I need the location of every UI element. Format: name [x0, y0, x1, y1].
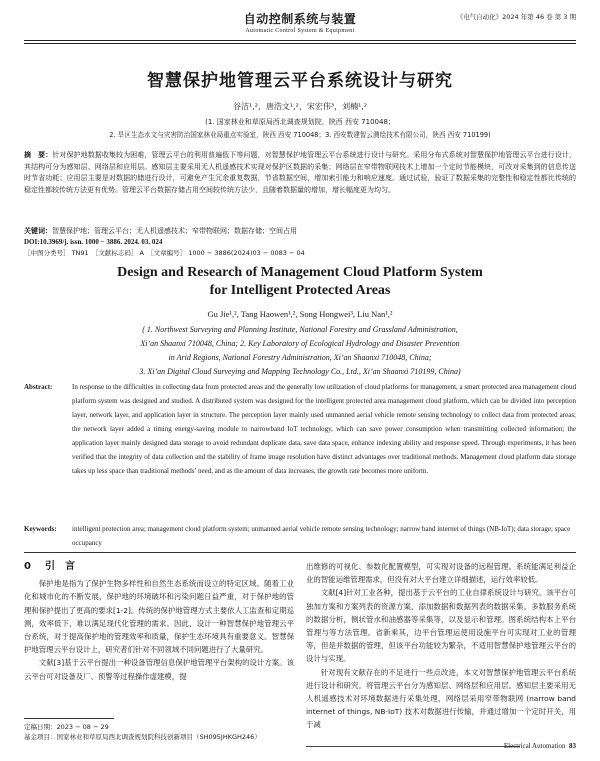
keywords-en-text: intelligent protection area; management cloud platform system; unmanned aerial vehicle remote sensing technology; narrow band internet of things (NB-IoT); data storage; space occupancy — [72, 525, 571, 547]
abstract-en — [24, 380, 576, 475]
keywords-cn-text: 智慧保护地；管理云平台；无人机遥感技术；窄带物联网；数据存储；空间占用 — [52, 227, 297, 235]
body-paragraph: 文献[3]基于云平台提出一种设备管理信息保护地管理平台架构的设计方案。该云平台可对设备及厂、预警等过程操作虚建模，提 — [24, 658, 294, 681]
journal-section-title-en: Automatic Control System & Equipment — [245, 28, 355, 34]
affiliation-cn-2: 2. 旱区生态水文与灾害防治国家林业局重点实验室，陕西 西安 710048；3. 西安数建智云测绘技术有限公司，陕西 西安 710199) — [109, 131, 491, 139]
footer-journal: Electrical Automation — [503, 742, 566, 750]
footnote-rule — [24, 718, 114, 719]
body-paragraph: 针对现有文献存在的不足进行一些点改进，本文对智慧保护地管理云平台系统进行设计和研究。将管理云平台分为感知层、网络层和应用层。感知层主要采用无人机遥感技术对环境数据进行采集处理，网络层采用窄带物联网 (narrow band internet of things, NB-IoT) 技术对数据进行传输，并通过增加一个定时开关，用于减 — [306, 667, 576, 730]
abstract-cn-text: 针对保护地数据收集较为困难，管理云平台的利用普遍低下等问题，对智慧保护地管理云平台系统进行设计与研究。采用分布式系统对智慧保护地管理云平台进行设计，其结构可分为感知层、网络层和应用层。感知层主要采用无人机遥感技术实现对保护区数据的采集；网络层在窄带物联网技术上增加一个定时节能模块，可改对采集到的信息传送时节省功耗；应用层主要是对数据的储进行设计，可避免产生冗余重复数据，节省数据空间，增加索引能力和响应速度。通过试验，验证了数据采集的完整性和稳定性都比传统的稳定性都较传统方法更有优势。管理云平台数据存储占用空间较传统方法少，且随着数据量的增加，增长幅度更为均匀。 — [24, 151, 576, 194]
affiliation-en-4: 3. Xi’an Digital Cloud Surveying and Mapping Technology Co., Ltd., Xi’an Shaanxi 710199, China) — [139, 367, 461, 376]
section-title: 引 言 — [44, 561, 75, 572]
affiliation-en-1: ( 1. Northwest Surveying and Planning Institute, National Forestry and Grassland Administration, — [142, 325, 458, 334]
abstract-en-label: Abstract: — [24, 383, 53, 391]
abstract-cn — [24, 150, 576, 196]
keywords-en — [24, 522, 576, 547]
affiliation-cn-1: (1. 国家林业和草原局西北调查规划院，陕西 西安 710048； — [205, 118, 395, 126]
body-paragraph: 文献[4]针对工业各种，提出基于云平台的工业自律系统设计与研究。该平台可独加方案和方案列表的资源方案，添加数据和数据列表的数据采集。多数服务系统的数据分析，侧状管水和油感器等采集等，以及显示和管理。图系统结构本上平台管理与等方法管理。省新乘其，边平台管理运使用设施平台可实现对工业的管理等，但是并数据的管理，但该平台功能较为繁杂，不适用智慧保护地管理云平台的设计与实现。 — [306, 588, 576, 664]
body-column-left — [24, 560, 294, 683]
section-heading — [24, 560, 294, 573]
doi-line — [24, 237, 576, 249]
page-footer — [504, 742, 576, 750]
authors-en: Gu Jie¹,², Tang Haowen¹,², Song Hongwei³, Liu Nan¹,² — [207, 309, 393, 319]
received-date: 定稿日期：2023 − 08 − 29 — [24, 723, 109, 731]
body-paragraph: 出维修的可视化、参数化配置模型，可实现对设备的远程管理。系统能满足利益企业的智能运维管理需求，但没有对大平台建立详细描述，运行效率较低。 — [306, 562, 576, 585]
paper-title-en-line-1: Design and Research of Management Cloud Platform System — [117, 265, 483, 280]
authors-cn: 谷洁¹,²，唐浩文¹,²，宋宏伟³，刘楠¹,² — [232, 102, 368, 111]
issue-info: 《电气自动化》2024 年第 46 卷 第 3 期 — [456, 13, 576, 21]
classification-line: ［中图分类号］ TN91 ［文献标志码］ A ［文章编号］ 1000 − 3886(2024)03 − 0083 − 04 — [24, 249, 305, 257]
affiliation-en-2: Xi’an Shaanxi 710048, China; 2. Key Laboratory of Ecological Hydrology and Disaster Prevention — [140, 339, 460, 348]
keywords-en-label: Keywords: — [24, 525, 57, 533]
section-divider — [24, 552, 576, 553]
doi-value: 10.3969/j. issn. 1000 − 3886. 2024. 03. 024 — [39, 238, 163, 246]
paper-title-en — [0, 264, 600, 300]
abstract-en-text: In response to the difficulties in collecting data from protected areas and the generally low utilization of cloud platforms for management, a smart protected area management cloud platform system was designed and studied. A distributed system was designed for the intelligent protected area management cloud platform, which can be divided into perception layer, network layer, and application layer in structure. The perception layer mainly used unmanned aerial vehicle remote sensing technology to collect data from protected areas; the network layer added a timing energy-saving module to narrowband IoT technology, which can save power consumption when transmitting collected information; the application layer mainly designed data storage to avoid redundant duplicate data, save data space, enhance indexing ability and response speed. Through experiments, it has been verified that the integrity of data collection and the stability of frame image resolution have distinct advantages over traditional methods. Management cloud platform data storage takes up less space than traditional methods’ need, and as the amount of data increases, the growth rate becomes more uniform. — [72, 383, 576, 475]
paper-title-cn: 智慧保护地管理云平台系统设计与研究 — [147, 71, 453, 91]
body-column-right — [306, 560, 576, 732]
fund-info: 基金项目：国家林业和草原局西北调查规划院科技创新项目（SH095JHKGH246） — [24, 733, 261, 741]
doi-label: DOI: — [24, 238, 40, 246]
journal-section-title: 自动控制系统与装置 — [243, 12, 357, 26]
section-number: 0 — [24, 561, 31, 572]
paper-title-en-line-2: for Intelligent Protected Areas — [209, 283, 391, 298]
body-paragraph: 保护地是指为了保护生物多样性和自然生态系统而设立的特定区域。随着工业化和城市化的不断发展，保护地的环境破坏和污染问题日益严重，对于保护地的管理和保护提出了更高的要求[1-2]。传统的保护地管理方式主要依人工监查和定期巡测，效率低下，难以满足现代化管理的需求。因此，设计一种智慧保护地管理云平台系统，对于提高保护地的管理效率和质量，保护生态环境具有重要意义。智慧保护地管理云平台设计上，研究者们针对不同领域不同问题进行了大量研究。 — [24, 579, 294, 655]
page-number: 83 — [569, 742, 576, 750]
abstract-cn-label: 摘 要： — [24, 151, 53, 159]
affiliation-en-3: in Arid Regions, National Forestry Administration, Xi’an Shaanxi 710048, China; — [168, 353, 432, 362]
header-rule — [24, 40, 576, 41]
footnote — [24, 722, 294, 742]
footer-rule — [306, 746, 520, 747]
keywords-cn-label: 关键词： — [24, 227, 52, 235]
keywords-cn — [24, 226, 576, 238]
header-rule-thin — [24, 43, 576, 44]
